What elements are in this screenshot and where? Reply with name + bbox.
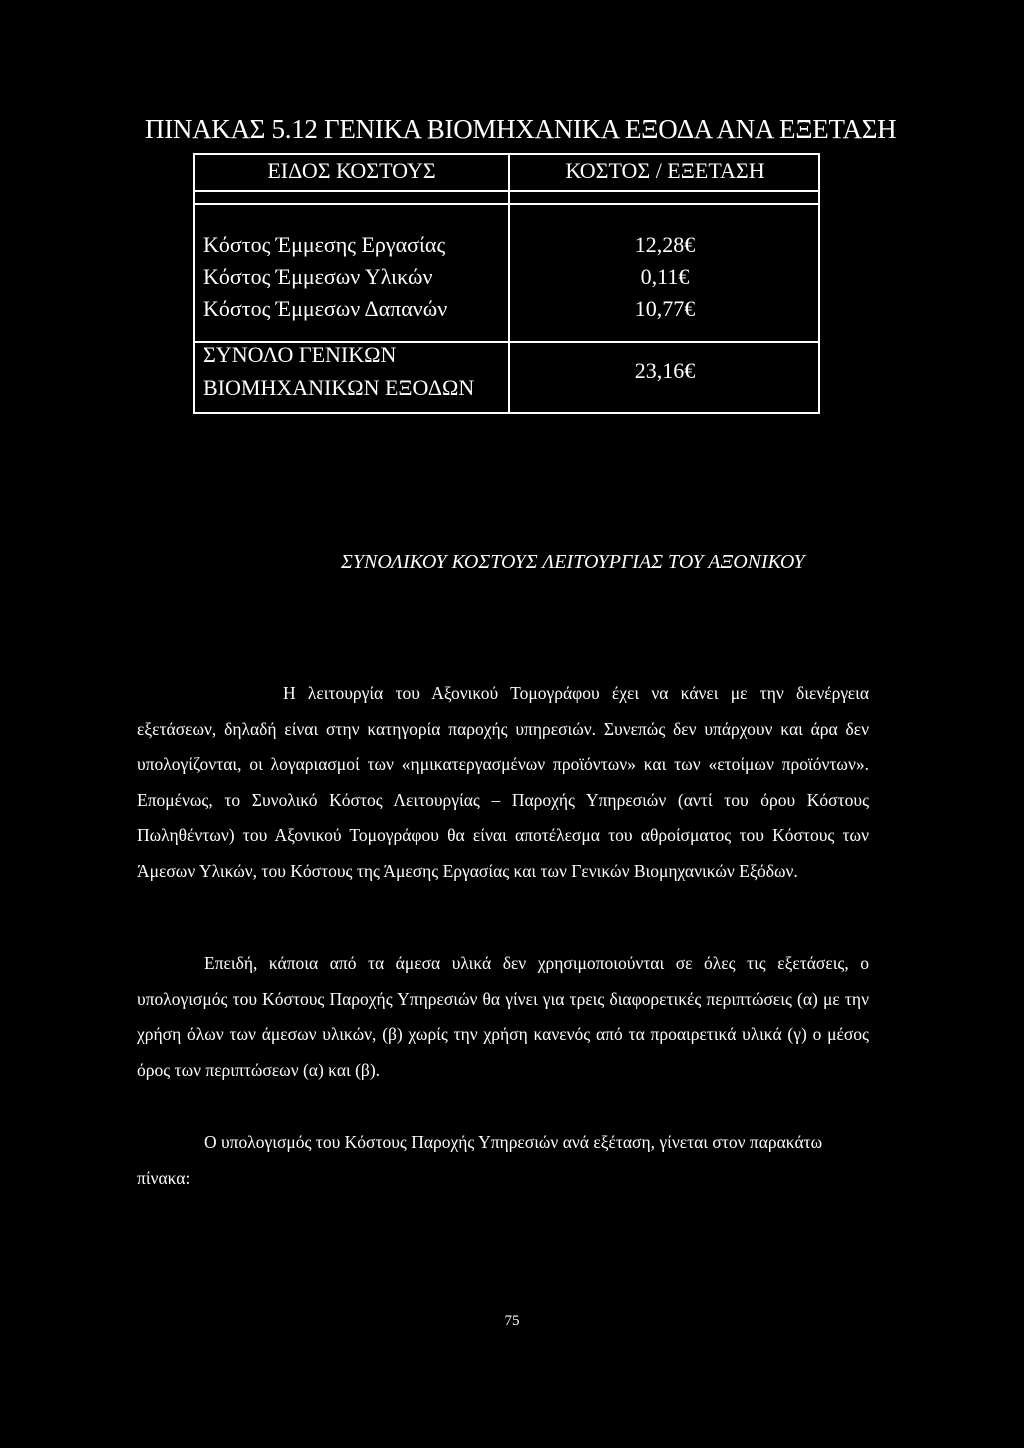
row-label-indirect-materials: Κόστος Έμμεσων Υλικών: [203, 264, 433, 289]
paragraph-operation: [137, 676, 869, 889]
table-spacer-divider: [195, 203, 818, 205]
paragraph-cases: [137, 946, 869, 1088]
table-title: ΠΙΝΑΚΑΣ 5.12 ΓΕΝΙΚΑ ΒΙΟΜΗΧΑΝΙΚΑ ΕΞΟΔΑ ΑΝΑ ΕΞΕΤΑΣΗ: [145, 114, 897, 144]
row-label-indirect-labor: Κόστος Έμμεσης Εργασίας: [203, 232, 446, 257]
row-value-indirect-materials: 0,11€: [640, 264, 690, 289]
paragraph-text: Η λειτουργία του Αξονικού Τομογράφου έχει να κάνει με την διενέργεια εξετάσεων, δηλαδή είναι στην κατηγορία παροχής υπηρεσιών. Συνεπώς δεν υπάρχουν και άρα δεν υπολογίζονται, οι λογαριασμοί των «ημικατεργασμένων προϊόντων» και των «ετοίμων προϊόντων». Επομένως, το Συνολικό Κόστος Λειτουργίας – Παροχής Υπηρεσιών (αντί του όρου Κόστους Πωληθέντων) του Αξονικού Τομογράφου θα είναι αποτέλεσμα του αθροίσματος του Κόστους των Άμεσων Υλικών, του Κόστους της Άμεσης Εργασίας και των Γενικών Βιομηχανικών Εξόδων.: [137, 683, 869, 881]
row-value-indirect-expenses: 10,77€: [634, 296, 696, 321]
total-label-line2: ΒΙΟΜΗΧΑΝΙΚΩΝ ΕΞΟΔΩΝ: [203, 375, 475, 400]
general-industrial-expenses-table: [193, 153, 820, 414]
header-cost-type: ΕΙΔΟΣ ΚΟΣΤΟΥΣ: [267, 158, 436, 183]
total-label-line1: ΣΥΝΟΛΟ ΓΕΝΙΚΩΝ: [203, 342, 397, 367]
page-number: 75: [504, 1313, 520, 1329]
row-label-indirect-expenses: Κόστος Έμμεσων Δαπανών: [203, 296, 448, 321]
paragraph-calculation: [137, 1125, 869, 1196]
paragraph-text: Ο υπολογισμός του Κόστους Παροχής Υπηρεσιών ανά εξέταση, γίνεται στον παρακάτω πίνακα:: [137, 1132, 823, 1188]
table-header-divider: [195, 190, 818, 192]
header-cost-per-exam: ΚΟΣΤΟΣ / ΕΞΕΤΑΣΗ: [565, 158, 765, 183]
section-heading: ΣΥΝΟΛΙΚΟΥ ΚΟΣΤΟΥΣ ΛΕΙΤΟΥΡΓΙΑΣ ΤΟΥ ΑΞΟΝΙΚΟΥ: [341, 551, 805, 573]
total-value: 23,16€: [634, 358, 696, 383]
paragraph-text: Επειδή, κάποια από τα άμεσα υλικά δεν χρησιμοποιούνται σε όλες τις εξετάσεις, ο υπολογισμός του Κόστους Παροχής Υπηρεσιών θα γίνει για τρεις διαφορετικές περιπτώσεις (α) με την χρήση όλων των άμεσων υλικών, (β) χωρίς την χρήση κανενός από τα προαιρετικά υλικά (γ) ο μέσος όρος των περιπτώσεων (α) και (β).: [137, 953, 869, 1080]
row-value-indirect-labor: 12,28€: [634, 232, 696, 257]
